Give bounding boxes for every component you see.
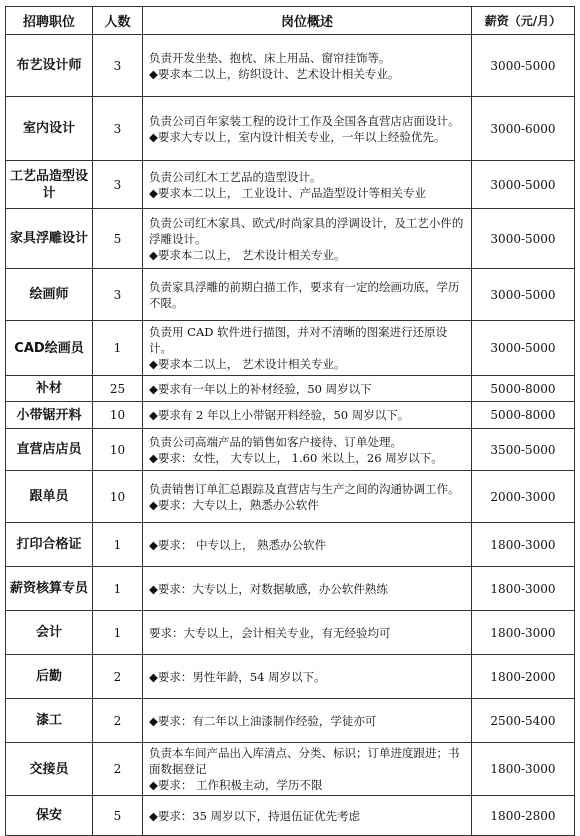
header-description: 岗位概述 bbox=[143, 7, 472, 35]
salary-cell: 3000-6000 bbox=[472, 97, 575, 161]
count-cell: 2 bbox=[93, 743, 143, 796]
count-cell: 5 bbox=[93, 796, 143, 836]
header-position: 招聘职位 bbox=[6, 7, 93, 35]
description-line: ◆要求本二以上，纺织设计、艺术设计相关专业。 bbox=[149, 66, 400, 81]
position-cell: 小带锯开料 bbox=[6, 402, 93, 429]
count-cell: 10 bbox=[93, 429, 143, 471]
table-row bbox=[6, 402, 575, 429]
table-row bbox=[6, 471, 575, 523]
table-row bbox=[6, 523, 575, 567]
salary-cell: 3000-5000 bbox=[472, 321, 575, 376]
position-cell: 绘画师 bbox=[6, 269, 93, 321]
description-cell bbox=[143, 97, 472, 161]
description-line: 负责开发坐垫、抱枕、床上用品、窗帘挂饰等。 bbox=[149, 50, 391, 65]
table-row bbox=[6, 796, 575, 836]
position-cell: 家具浮雕设计 bbox=[6, 209, 93, 269]
description-line: 负责公司红木工艺品的造型设计。 bbox=[149, 169, 322, 184]
description-cell bbox=[143, 611, 472, 655]
table-row bbox=[6, 35, 575, 97]
table-row bbox=[6, 269, 575, 321]
description-cell bbox=[143, 209, 472, 269]
position-cell: 会计 bbox=[6, 611, 93, 655]
description-cell bbox=[143, 376, 472, 402]
description-line: 负责用 CAD 软件进行描图，并对不清晰的图案进行还原设计。 bbox=[149, 325, 448, 355]
position-cell: 布艺设计师 bbox=[6, 35, 93, 97]
table-body bbox=[6, 35, 575, 836]
table-row bbox=[6, 611, 575, 655]
table-row bbox=[6, 321, 575, 376]
description-cell bbox=[143, 567, 472, 611]
count-cell: 5 bbox=[93, 209, 143, 269]
description-line: ◆要求本二以上， 艺术设计相关专业。 bbox=[149, 247, 346, 262]
description-line: ◆要求：大专以上，熟悉办公软件 bbox=[149, 497, 319, 512]
salary-cell: 3000-5000 bbox=[472, 35, 575, 97]
position-cell: 直营店店员 bbox=[6, 429, 93, 471]
description-cell bbox=[143, 523, 472, 567]
salary-cell: 1800-3000 bbox=[472, 743, 575, 796]
description-line: ◆要求大专以上，室内设计相关专业，一年以上经验优先。 bbox=[149, 129, 446, 144]
description-line: ◆要求：女性， 大专以上， 1.60 米以上，26 周岁以下。 bbox=[149, 450, 443, 465]
count-cell: 1 bbox=[93, 523, 143, 567]
description-cell bbox=[143, 161, 472, 209]
description-line: ◆要求：大专以上，对数据敏感，办公软件熟练 bbox=[149, 581, 388, 596]
salary-cell: 3000-5000 bbox=[472, 209, 575, 269]
description-line: 负责公司红木家具、欧式/时尚家具的浮调设计，及工艺小件的浮雕设计。 bbox=[149, 215, 464, 246]
description-cell bbox=[143, 321, 472, 376]
description-line: 负责本车间产品出入库清点、分类、标识；订单进度跟进；书面数据登记 bbox=[149, 746, 460, 776]
table-row bbox=[6, 161, 575, 209]
table-row bbox=[6, 567, 575, 611]
salary-cell: 2500-5400 bbox=[472, 699, 575, 743]
position-cell: 跟单员 bbox=[6, 471, 93, 523]
count-cell: 2 bbox=[93, 699, 143, 743]
position-cell: 后勤 bbox=[6, 655, 93, 699]
position-cell: CAD绘画员 bbox=[6, 321, 93, 376]
salary-cell: 3000-5000 bbox=[472, 161, 575, 209]
recruitment-table bbox=[5, 6, 575, 836]
salary-cell: 3500-5000 bbox=[472, 429, 575, 471]
description-line: ◆要求有 2 年以上小带锯开料经验，50 周岁以下。 bbox=[149, 408, 410, 422]
description-line: 负责家具浮雕的前期白描工作，要求有一定的绘画功底，学历不限。 bbox=[149, 279, 460, 310]
count-cell: 25 bbox=[93, 376, 143, 402]
description-line: ◆要求： 工作积极主动，学历不限 bbox=[149, 778, 323, 792]
description-line: ◆要求：有二年以上油漆制作经验，学徒亦可 bbox=[149, 713, 377, 728]
description-cell bbox=[143, 269, 472, 321]
header-count: 人数 bbox=[93, 7, 143, 35]
salary-cell: 2000-3000 bbox=[472, 471, 575, 523]
salary-cell: 1800-3000 bbox=[472, 523, 575, 567]
description-line: ◆要求：35 周岁以下，持退伍证优先考虑 bbox=[149, 808, 361, 823]
position-cell: 补材 bbox=[6, 376, 93, 402]
description-cell bbox=[143, 699, 472, 743]
salary-cell: 1800-3000 bbox=[472, 611, 575, 655]
position-cell: 薪资核算专员 bbox=[6, 567, 93, 611]
count-cell: 1 bbox=[93, 321, 143, 376]
description-line: ◆要求本二以上， 艺术设计相关专业。 bbox=[149, 357, 346, 371]
count-cell: 10 bbox=[93, 471, 143, 523]
description-line: 要求：大专以上，会计相关专业，有无经验均可 bbox=[149, 625, 391, 640]
description-line: ◆要求有一年以上的补材经验，50 周岁以下 bbox=[149, 381, 372, 396]
description-cell bbox=[143, 402, 472, 429]
description-line: ◆要求本二以上， 工业设计、产品造型设计等相关专业 bbox=[149, 185, 426, 200]
table-row bbox=[6, 743, 575, 796]
count-cell: 1 bbox=[93, 611, 143, 655]
table-row bbox=[6, 376, 575, 402]
position-cell: 交接员 bbox=[6, 743, 93, 796]
table-row bbox=[6, 209, 575, 269]
count-cell: 3 bbox=[93, 269, 143, 321]
salary-cell: 3000-5000 bbox=[472, 269, 575, 321]
salary-cell: 1800-2800 bbox=[472, 796, 575, 836]
description-line: 负责公司高端产品的销售如客户接待、订单处理。 bbox=[149, 434, 402, 449]
position-cell: 工艺品造型设计 bbox=[6, 161, 93, 209]
count-cell: 10 bbox=[93, 402, 143, 429]
description-line: 负责销售订单汇总跟踪及直营店与生产之间的沟通协调工作。 bbox=[149, 481, 460, 496]
description-line: ◆要求：男性年龄，54 周岁以下。 bbox=[149, 669, 326, 684]
description-cell bbox=[143, 471, 472, 523]
salary-cell: 1800-2000 bbox=[472, 655, 575, 699]
description-line: 负责公司百年家装工程的设计工作及全国各直营店店面设计。 bbox=[149, 113, 460, 128]
description-line: ◆要求： 中专以上， 熟悉办公软件 bbox=[149, 537, 327, 552]
count-cell: 3 bbox=[93, 161, 143, 209]
count-cell: 3 bbox=[93, 35, 143, 97]
salary-cell: 5000-8000 bbox=[472, 402, 575, 429]
salary-cell: 1800-3000 bbox=[472, 567, 575, 611]
header-row bbox=[6, 7, 575, 35]
description-cell bbox=[143, 429, 472, 471]
count-cell: 1 bbox=[93, 567, 143, 611]
count-cell: 2 bbox=[93, 655, 143, 699]
position-cell: 打印合格证 bbox=[6, 523, 93, 567]
description-cell bbox=[143, 655, 472, 699]
table-row bbox=[6, 699, 575, 743]
description-cell bbox=[143, 796, 472, 836]
position-cell: 漆工 bbox=[6, 699, 93, 743]
position-cell: 保安 bbox=[6, 796, 93, 836]
description-cell bbox=[143, 743, 472, 796]
position-cell: 室内设计 bbox=[6, 97, 93, 161]
count-cell: 3 bbox=[93, 97, 143, 161]
table-row bbox=[6, 655, 575, 699]
salary-cell: 5000-8000 bbox=[472, 376, 575, 402]
description-cell bbox=[143, 35, 472, 97]
header-salary: 薪资（元/月） bbox=[472, 7, 575, 35]
table-row bbox=[6, 429, 575, 471]
table-row bbox=[6, 97, 575, 161]
